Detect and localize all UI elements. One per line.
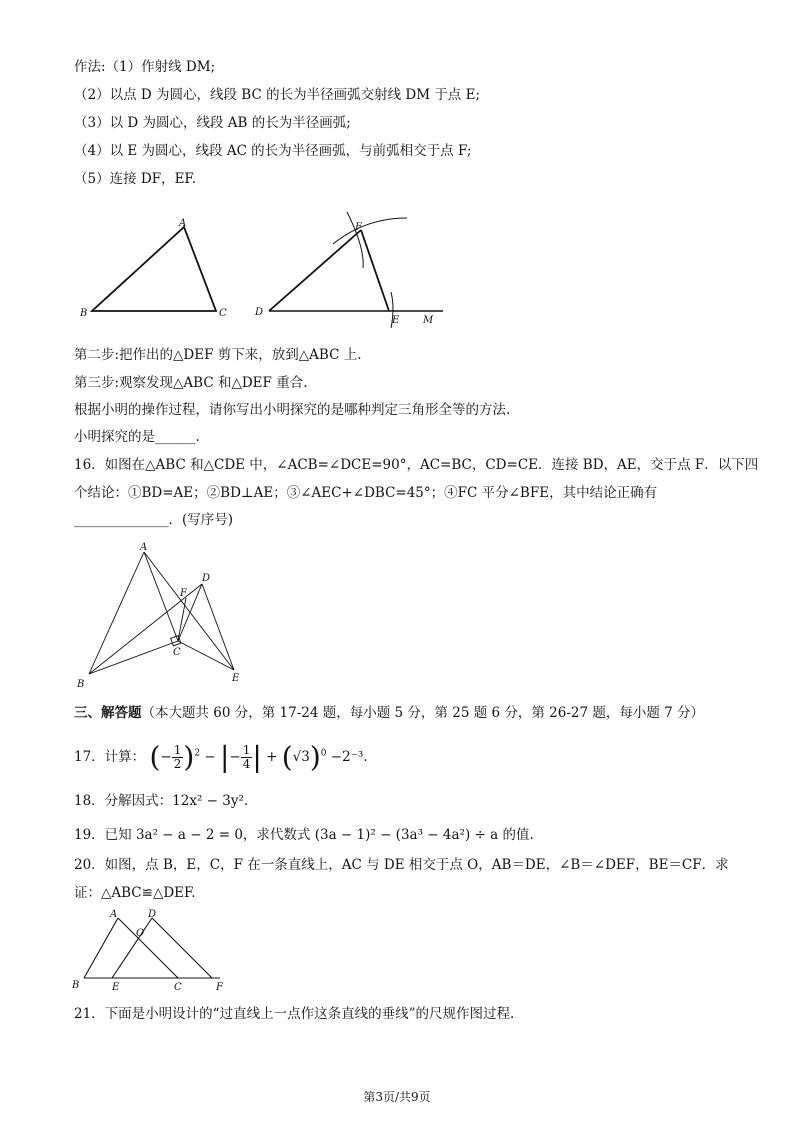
label-e: E xyxy=(392,315,400,326)
figure-triangle-abc xyxy=(80,215,240,325)
label-d: D xyxy=(202,573,211,584)
q16-line3: ______________．(写序号) xyxy=(74,512,234,528)
section-note: （本大题共 60 分，第 17-24 题，每小题 5 分，第 25 题 6 分，第 26-27 题，每小题 7 分） xyxy=(141,705,705,721)
label-d: D xyxy=(148,909,157,920)
q17-frac1-den: 2 xyxy=(173,757,182,771)
label-c: C xyxy=(173,647,181,658)
label-e: E xyxy=(112,982,120,993)
section-title: 三、解答题 xyxy=(74,705,142,721)
label-d: D xyxy=(255,307,264,318)
q16-line2: 个结论：①BD=AE；②BD⊥AE；③∠AEC+∠DBC=45°；④FC 平分∠BFE，其中结论正确有 xyxy=(74,485,658,501)
label-f: F xyxy=(180,588,187,599)
q17-frac2-den: 4 xyxy=(242,757,251,771)
q21: 21．下面是小明设计的“过直线上一点作这条直线的垂线”的尺规作图过程. xyxy=(74,1006,515,1022)
step-3: （3）以 D 为圆心，线段 AB 的长为半径画弧; xyxy=(74,115,351,131)
step-4: （4）以 E 为圆心，线段 AC 的长为半径画弧，与前弧相交于点 F; xyxy=(74,143,472,159)
q15-question: 根据小明的操作过程，请你写出小明探究的是哪种判定三角形全等的方法. xyxy=(74,402,511,418)
label-b: B xyxy=(80,308,88,319)
figure-construction-def xyxy=(255,208,455,333)
q15-answer-blank: 小明探究的是______. xyxy=(74,429,200,445)
figure-q20 xyxy=(72,908,232,993)
page-footer: 第3页/共9页 xyxy=(363,1090,431,1104)
q17-prefix: 17．计算： xyxy=(74,749,146,765)
step-5: （5）连接 DF，EF. xyxy=(74,171,196,187)
label-f: F xyxy=(216,982,223,993)
section-3-heading xyxy=(74,704,704,722)
step-1: 作法:（1）作射线 DM; xyxy=(74,59,216,75)
label-b: B xyxy=(77,679,85,690)
q17-frac2-num: 1 xyxy=(242,743,251,757)
label-b: B xyxy=(72,980,80,991)
step-2: （2）以点 D 为圆心，线段 BC 的长为半径画弧交射线 DM 于点 E; xyxy=(74,87,481,103)
figure-q16 xyxy=(74,540,254,695)
q20-line1: 20．如图，点 B，E，C，F 在一条直线上，AC 与 DE 相交于点 O，AB＝DE，∠B＝∠DEF，BE＝CF．求 xyxy=(74,857,729,873)
q17-tail: −2⁻³. xyxy=(330,749,368,765)
label-f: F xyxy=(355,222,362,233)
label-c: C xyxy=(174,982,182,993)
label-a: A xyxy=(179,218,187,229)
label-a: A xyxy=(140,542,148,553)
label-a: A xyxy=(110,909,118,920)
q16-line1: 16．如图在△ABC 和△CDE 中，∠ACB=∠DCE=90°，AC=BC，CD=CE．连接 BD，AE，交于点 F．以下四 xyxy=(74,457,759,473)
label-c: C xyxy=(219,308,227,319)
q18: 18．分解因式：12x² − 3y². xyxy=(74,793,249,809)
q17: 17．计算： (− $\frac{1}{2}$ )$^2$ − |− $\frac{1}{4}$ | + $(√3)^0 -2^{-3}$. xyxy=(74,740,368,774)
label-o: O xyxy=(136,928,145,939)
q17-frac1-num: 1 xyxy=(173,743,182,757)
q20-line2: 证：△ABC≌△DEF. xyxy=(74,885,196,901)
q15-step3: 第三步:观察发现△ABC 和△DEF 重合. xyxy=(74,375,308,391)
label-m: M xyxy=(423,315,434,326)
q15-step2: 第二步:把作出的△DEF 剪下来，放到△ABC 上. xyxy=(74,347,362,363)
label-e: E xyxy=(232,673,240,684)
q19: 19．已知 3a² − a − 2 = 0，求代数式 (3a − 1)² − (3a³ − 4a²) ÷ a 的值. xyxy=(74,827,534,843)
